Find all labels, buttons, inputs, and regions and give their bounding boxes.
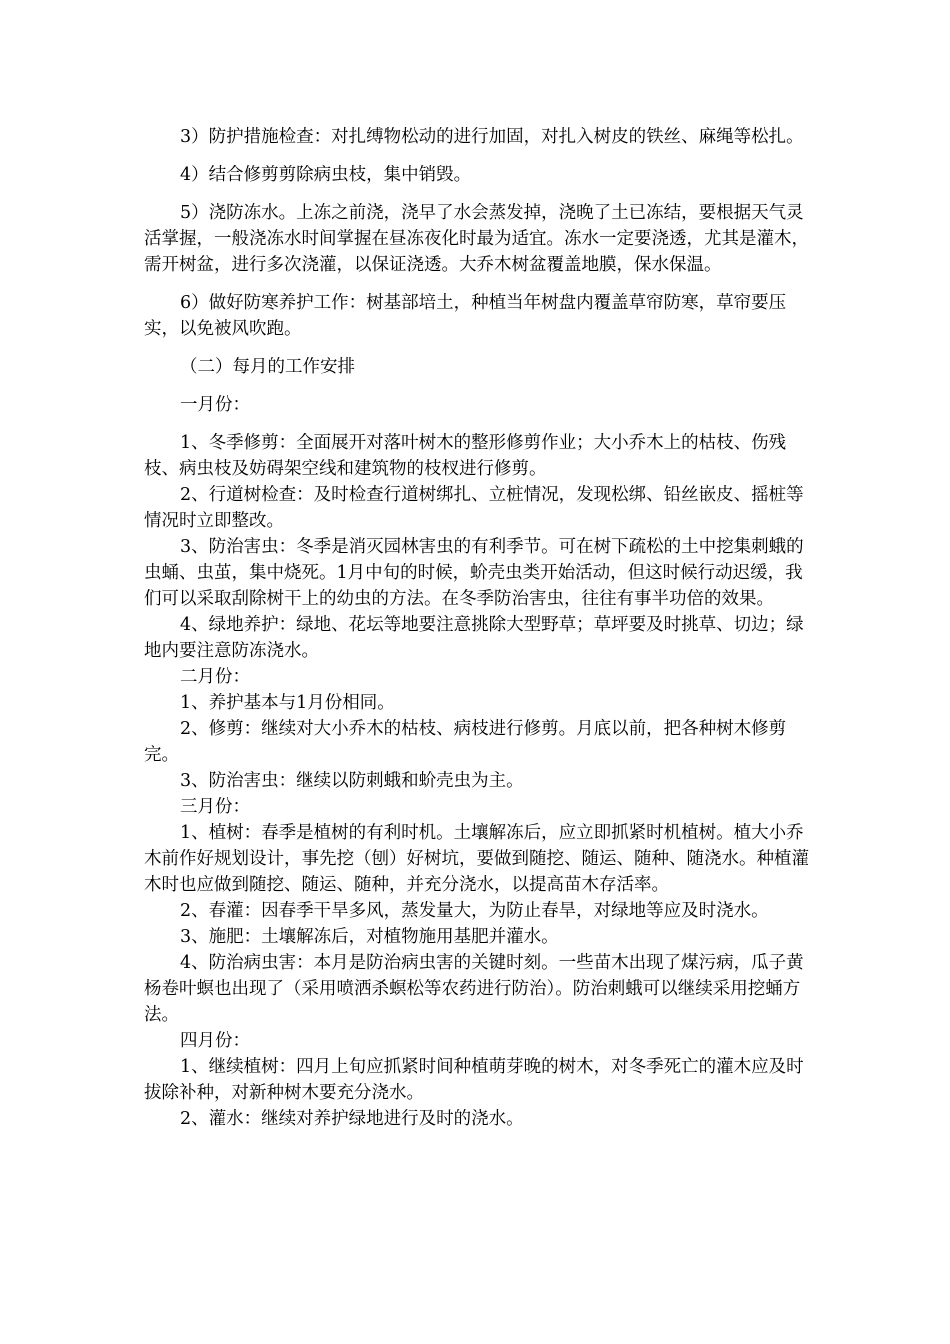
list-item: 1、养护基本与1月份相同。 — [180, 693, 395, 713]
list-item: 4、防治病虫害：本月是防治病虫害的关键时刻。一些苗木出现了煤污病，瓜子黄杨卷叶螟也出现了（采用喷洒杀螟松等农药进行防治）。防治刺蛾可以继续采用挖蛹方法。 — [144, 953, 804, 1025]
month-heading-february: 二月份： — [180, 667, 250, 687]
list-item: 2、行道树检查：及时检查行道树绑扎、立桩情况，发现松绑、铅丝嵌皮、摇桩等情况时立即整改。 — [144, 485, 804, 531]
list-item: 2、灌水：继续对养护绿地进行及时的浇水。 — [180, 1109, 524, 1129]
paragraph-cold-protection: 6）做好防寒养护工作：树基部培土，种植当年树盘内覆盖草帘防寒，草帘要压实，以免被风吹跑。 — [144, 293, 787, 339]
list-item: 3、防治害虫：冬季是消灭园林害虫的有利季节。可在树下疏松的土中挖集刺蛾的虫蛹、虫茧，集中烧死。1月中旬的时候，蚧壳虫类开始活动，但这时候行动迟缓，我们可以采取刮除树干上的幼虫的方法。在冬季防治害虫，往往有事半功倍的效果。 — [144, 537, 804, 609]
list-item: 1、冬季修剪：全面展开对落叶树木的整形修剪作业；大小乔木上的枯枝、伤残枝、病虫枝及妨碍架空线和建筑物的枝杈进行修剪。 — [144, 433, 787, 479]
list-item: 4、绿地养护：绿地、花坛等地要注意挑除大型野草；草坪要及时挑草、切边；绿地内要注意防冻浇水。 — [144, 615, 804, 661]
list-item: 1、继续植树：四月上旬应抓紧时间种植萌芽晚的树木，对冬季死亡的灌木应及时拔除补种，对新种树木要充分浇水。 — [144, 1057, 804, 1103]
document-body — [144, 124, 816, 1132]
section-heading-monthly: （二）每月的工作安排 — [180, 357, 355, 377]
month-heading-january: 一月份： — [180, 395, 250, 415]
list-item: 3、施肥：土壤解冻后，对植物施用基肥并灌水。 — [180, 927, 559, 947]
list-item: 2、春灌：因春季干旱多风，蒸发量大，为防止春旱，对绿地等应及时浇水。 — [180, 901, 769, 921]
month-heading-april: 四月份： — [180, 1031, 250, 1051]
paragraph-antifreeze-water: 5）浇防冻水。上冻之前浇，浇早了水会蒸发掉，浇晚了土已冻结，要根据天气灵活掌握，一般浇冻水时间掌握在昼冻夜化时最为适宜。冻水一定要浇透，尤其是灌木，需开树盆，进行多次浇灌，以保证浇透。大乔木树盆覆盖地膜，保水保温。 — [144, 203, 809, 275]
paragraph-prune-diseased: 4）结合修剪剪除病虫枝，集中销毁。 — [180, 165, 472, 185]
list-item: 2、修剪：继续对大小乔木的枯枝、病枝进行修剪。月底以前，把各种树木修剪完。 — [144, 719, 787, 765]
list-item: 3、防治害虫：继续以防刺蛾和蚧壳虫为主。 — [180, 771, 524, 791]
list-item: 1、植树：春季是植树的有利时机。土壤解冻后，应立即抓紧时机植树。植大小乔木前作好规划设计，事先挖（刨）好树坑，要做到随挖、随运、随种、随浇水。种植灌木时也应做到随挖、随运、随种，并充分浇水，以提高苗木存活率。 — [144, 823, 809, 895]
month-heading-march: 三月份： — [180, 797, 250, 817]
paragraph-protection-check: 3）防护措施检查：对扎缚物松动的进行加固，对扎入树皮的铁丝、麻绳等松扎。 — [180, 127, 804, 147]
